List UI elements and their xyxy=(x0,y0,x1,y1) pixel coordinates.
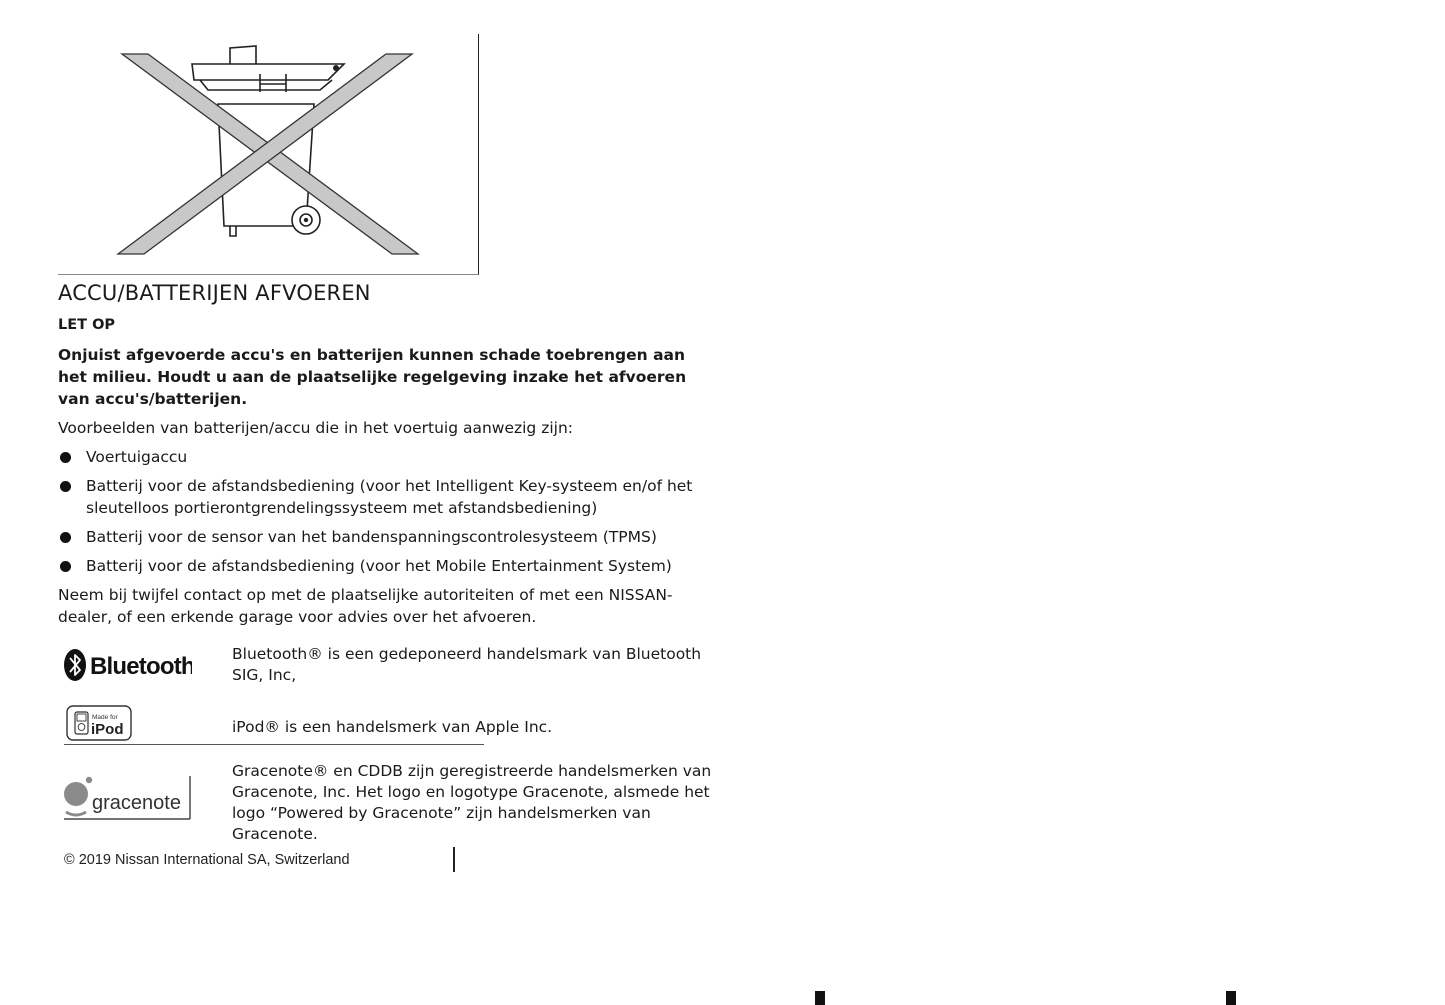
section-title: ACCU/BATTERIJEN AFVOEREN xyxy=(58,281,371,305)
made-for-ipod-logo-icon xyxy=(66,705,134,747)
closing-text: Neem bij twijfel contact op met de plaatselijke autoriteiten of met een NISSAN-dealer, of een erkende garage voor advies over het afvoeren. xyxy=(58,586,673,626)
list-item-text: Batterij voor de afstandsbediening (voor het Intelligent Key-systeem en/of het sleutelloos portierontgrendelingssysteem met afstandsbediening) xyxy=(86,477,693,517)
bluetooth-trademark-text: Bluetooth® is een gedeponeerd handelsmark van Bluetooth SIG, Inc, xyxy=(232,645,702,684)
intro-text: Voorbeelden van batterijen/accu die in het voertuig aanwezig zijn: xyxy=(58,419,573,437)
divider xyxy=(64,744,484,745)
crop-mark xyxy=(815,991,825,1005)
footer-divider xyxy=(453,847,455,872)
bullet-icon xyxy=(60,481,71,492)
bullet-icon xyxy=(60,532,71,543)
gracenote-logo-icon xyxy=(62,774,194,826)
warning-label: LET OP xyxy=(58,317,116,333)
bluetooth-logo-text: Bluetooth xyxy=(90,653,192,680)
list-item xyxy=(58,526,718,548)
list-item xyxy=(58,446,718,468)
list-item-text: Voertuigaccu xyxy=(86,448,188,466)
bullet-icon xyxy=(60,452,71,463)
ipod-logo-subtext: Made for xyxy=(92,714,118,721)
crop-mark xyxy=(1226,991,1236,1005)
copyright-text: © 2019 Nissan International SA, Switzerland xyxy=(64,852,350,868)
bluetooth-logo-icon xyxy=(62,646,192,688)
list-item xyxy=(58,475,718,519)
list-item-text: Batterij voor de sensor van het bandenspanningscontrolesysteem (TPMS) xyxy=(86,528,657,546)
crossed-out-wheelie-bin-icon xyxy=(58,34,478,274)
warning-text: Onjuist afgevoerde accu's en batterijen kunnen schade toebrengen aan het milieu. Houdt u aan de plaatselijke regelgeving inzake het afvoeren van accu's/batterijen. xyxy=(58,346,687,408)
disposal-figure xyxy=(58,34,479,275)
gracenote-logo-text: gracenote xyxy=(92,792,181,814)
list-item-text: Batterij voor de afstandsbediening (voor het Mobile Entertainment System) xyxy=(86,557,672,575)
bullet-icon xyxy=(60,561,71,572)
ipod-trademark-text: iPod® is een handelsmerk van Apple Inc. xyxy=(232,718,553,736)
list-item xyxy=(58,555,718,577)
ipod-logo-text: iPod xyxy=(91,721,124,738)
gracenote-trademark-text: Gracenote® en CDDB zijn geregistreerde handelsmerken van Gracenote, Inc. Het logo en logotype Gracenote, alsmede het logo “Powered by Gracenote” zijn handelsmerken van Gracenote. xyxy=(232,762,712,843)
